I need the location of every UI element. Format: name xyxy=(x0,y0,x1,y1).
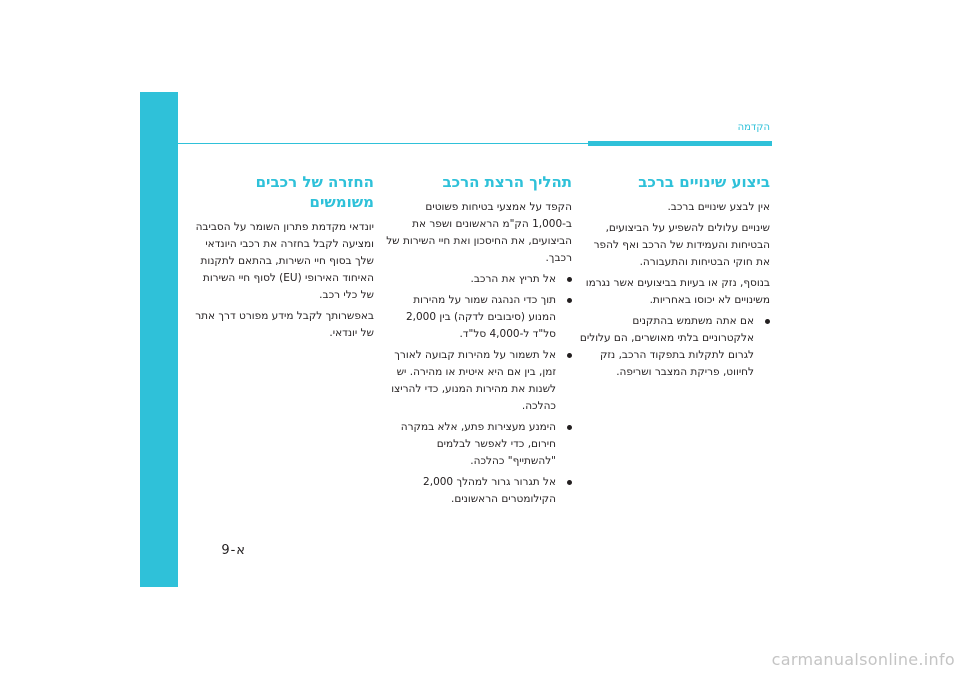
page-number: א-9 xyxy=(221,543,246,558)
break-in-process-section xyxy=(386,172,572,512)
section-title: ביצוע שינויים ברכב xyxy=(638,173,770,191)
section-body xyxy=(578,199,770,381)
bullet-list xyxy=(578,313,770,381)
section-title: החזרה של רכבים משומשים xyxy=(255,173,374,211)
side-color-bar xyxy=(140,92,178,587)
bullet-item: הימנע מעצירות פתע, אלא במקרה חירום, כדי לאפשר לבלמים "להשתייף" כהלכה. xyxy=(386,419,572,470)
paragraph: באפשרותך לקבל מידע מפורט דרך אתר של יונדאי. xyxy=(195,310,374,339)
paragraph: אין לבצע שינויים ברכב. xyxy=(667,201,770,213)
header-accent-bar xyxy=(588,141,772,146)
bullet-item: תוך כדי הנהגה שמור על מהירות המנוע (סיבובים לדקה) בין 2,000 סל"ד ל-4,000 סל"ד. xyxy=(386,292,572,343)
section-body xyxy=(188,219,374,342)
vehicle-modifications-section xyxy=(578,172,770,385)
vehicle-return-section xyxy=(188,172,374,346)
bullet-item: אם אתה משתמש בהתקנים אלקטרוניים בלתי מאושרים, הם עלולים לגרום לתקלות בתפקוד הרכב, נזק לחיווט, פריקת המצבר ושריפה. xyxy=(578,313,770,381)
paragraph: הקפד על אמצעי בטיחות פשוטים ב-1,000 הק"מ הראשונים ושפר את הביצועים, את החיסכון ואת חיי השירות של רכבך. xyxy=(386,201,572,264)
bullet-item: אל תשמור על מהירות קבועה לאורך זמן, בין אם היא איטית או מהירה. יש לשנות את מהירות המנוע, כדי להריצו כהלכה. xyxy=(386,347,572,415)
watermark: carmanualsonline.info xyxy=(771,650,955,669)
paragraph: יונדאי מקדמת פתרון השומר על הסביבה ומציעה לקבל בחזרה את רכבי היונדאי שלך בסוף חיי השירות, בהתאם לתקנות האיחוד האירופי (EU) לסוף חיי השירות של כלי רכב. xyxy=(195,221,374,301)
section-label: הקדמה xyxy=(737,122,770,133)
section-body xyxy=(386,199,572,508)
paragraph: בנוסף, נזק או בעיות בביצועים אשר נגרמו משינויים לא יכוסו באחריות. xyxy=(585,277,770,306)
bullet-item: אל תריץ את הרכב. xyxy=(386,271,572,288)
bullet-list xyxy=(386,271,572,508)
section-title: תהליך הרצת הרכב xyxy=(442,173,572,191)
bullet-item: אל תגרור גרור למהלך 2,000 הקילומטרים הראשונים. xyxy=(386,474,572,508)
paragraph: שינויים עלולים להשפיע על הביצועים, הבטיחות והעמידות של הרכב ואף להפר את חוקי הבטיחות והתעבורה. xyxy=(593,222,770,268)
